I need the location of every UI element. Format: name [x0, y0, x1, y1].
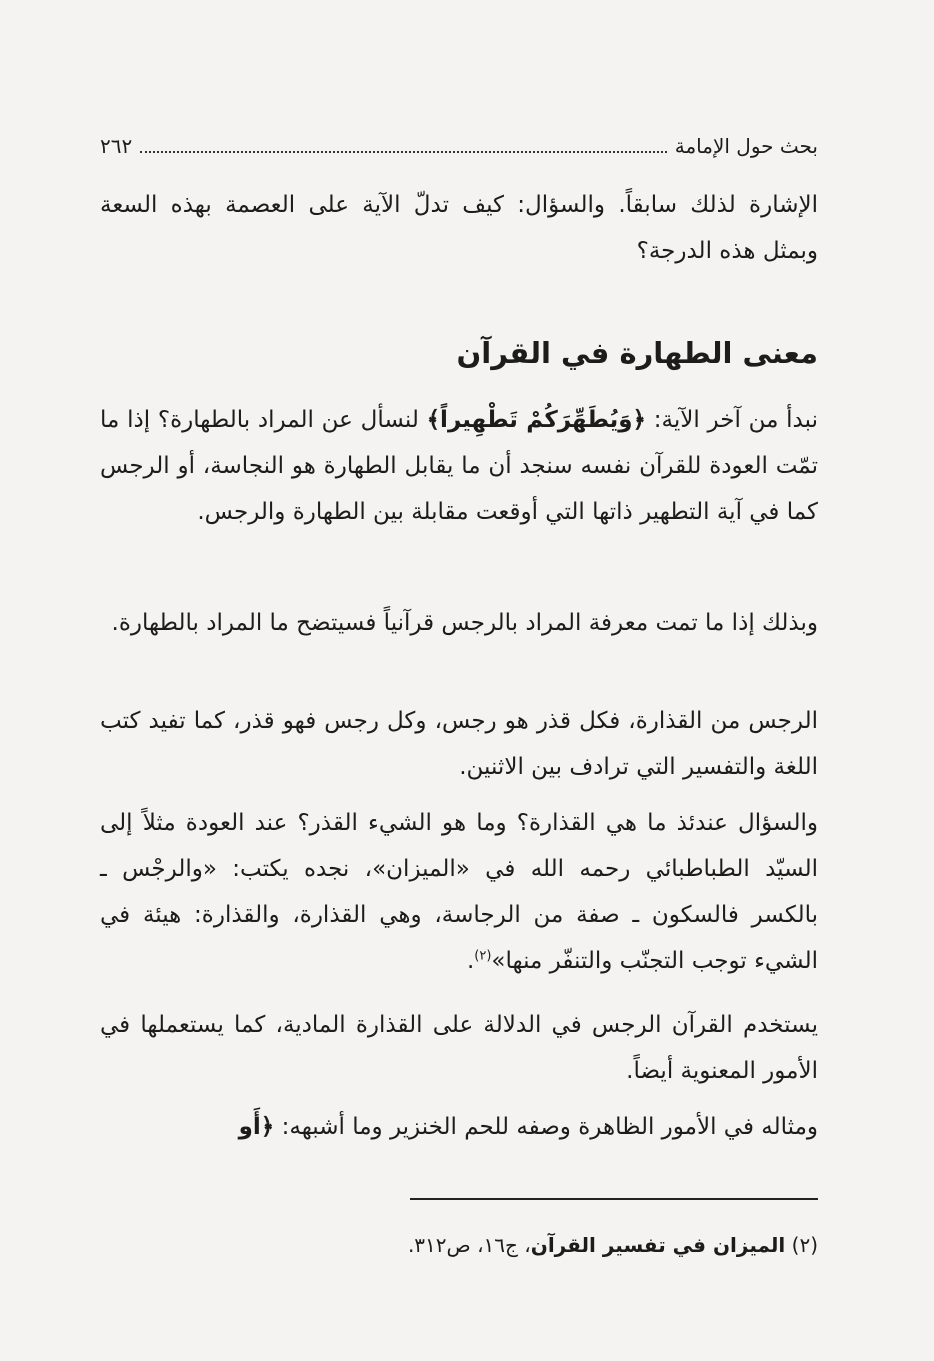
paragraph-5-end: .	[466, 948, 475, 974]
paragraph-5	[100, 800, 818, 984]
paragraph-2-body: لنسأل عن المراد بالطهارة؟ إذا ما تمّت العودة للقرآن نفسه سنجد أن ما يقابل الطهارة هو النجاسة، أو الرجس كما في آية التطهير ذاتها التي أوقعت مقابلة بين الطهارة والرجس.	[100, 407, 818, 525]
book-page	[100, 0, 818, 1361]
quran-verse: ﴿وَيُطَهِّرَكُمْ تَطْهِيراً﴾	[426, 407, 647, 433]
paragraph-2-lead: نبدأ من آخر الآية:	[646, 407, 818, 433]
footnote	[100, 1228, 818, 1262]
paragraph-3: وبذلك إذا ما تمت معرفة المراد بالرجس قرآنياً فسيتضح ما المراد بالطهارة.	[111, 610, 818, 636]
paragraph-4: الرجس من القذارة، فكل قذر هو رجس، وكل رجس فهو قذر، كما تفيد كتب اللغة والتفسير التي ترادف بين الاثنين.	[100, 708, 818, 780]
book-title: بحث حول الإمامة	[674, 134, 818, 158]
footnote-divider	[410, 1198, 818, 1200]
paragraph-2	[100, 397, 818, 535]
running-header	[100, 128, 818, 164]
paragraph-1: الإشارة لذلك سابقاً. والسؤال: كيف تدلّ الآية على العصمة بهذه السعة وبمثل هذه الدرجة؟	[100, 192, 818, 264]
page-number: ٢٦٢	[100, 134, 133, 158]
paragraph-6: يستخدم القرآن الرجس في الدلالة على القذارة المادية، كما يستعملها في الأمور المعنوية أيضاً.	[100, 1012, 818, 1084]
paragraph-7	[100, 1104, 818, 1150]
paragraph-5-body: والسؤال عندئذ ما هي القذارة؟ وما هو الشيء القذر؟ عند العودة مثلاً إلى السيّد الطباطبائي رحمه الله في «الميزان»، نجده يكتب: «والرجْس ـ بالكسر فالسكون ـ صفة من الرجاسة، وهي القذارة، والقذارة: هيئة في الشيء توجب التجنّب والتنفّر منها»	[100, 810, 818, 974]
dotted-leader	[140, 151, 667, 153]
footnote-source-title: الميزان في تفسير القرآن	[530, 1233, 786, 1257]
footnote-marker: (٢)	[791, 1233, 818, 1257]
footnote-reference[interactable]: (٢)	[474, 948, 492, 964]
section-heading: معنى الطهارة في القرآن	[456, 336, 818, 370]
footnote-source-details: ، ج١٦، ص٣١٢.	[407, 1233, 531, 1257]
quran-verse-start: ﴿أَو	[238, 1114, 275, 1140]
paragraph-7-body: ومثاله في الأمور الظاهرة وصفه للحم الخنزير وما أشبهه:	[274, 1114, 818, 1140]
